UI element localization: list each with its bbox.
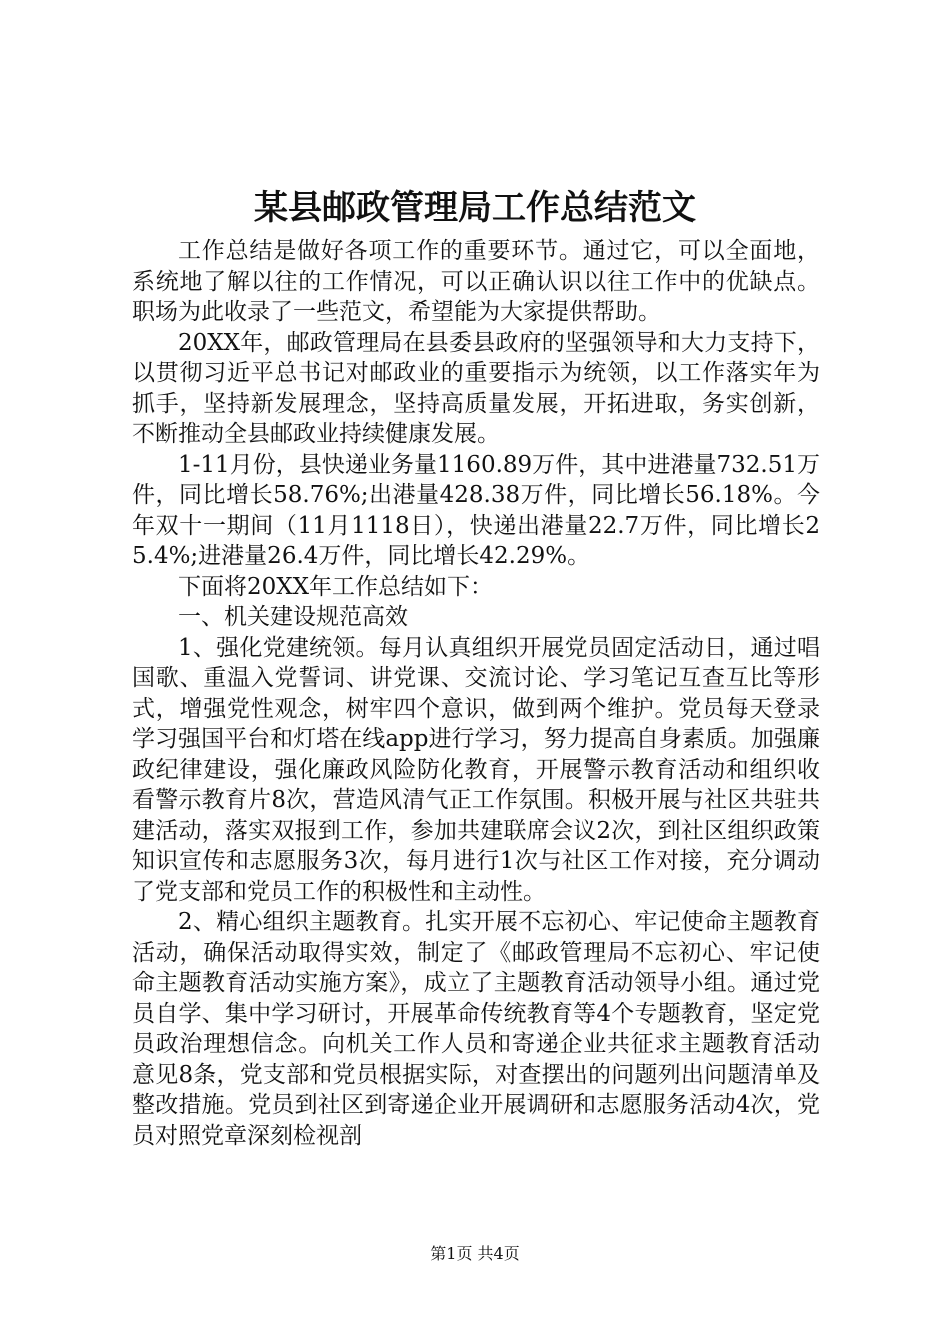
overview-paragraph: 20XX年，邮政管理局在县委县政府的坚强领导和大力支持下，以贯彻习近平总书记对邮政业的重要指示为统领，以工作落实年为抓手，坚持新发展理念，坚持高质量发展，开拓进取，务实创新，不断推动全县邮政业持续健康发展。 xyxy=(132,329,820,447)
summary-intro-paragraph: 下面将20XX年工作总结如下： xyxy=(178,573,494,600)
document-title: 某县邮政管理局工作总结范文 xyxy=(254,188,696,228)
page-number-footer: 第1页 共4页 xyxy=(430,1244,520,1263)
theme-education-paragraph: 2、精心组织主题教育。扎实开展不忘初心、牢记使命主题教育活动，确保活动取得实效，制定了《邮政管理局不忘初心、牢记使命主题教育活动实施方案》，成立了主题教育活动领导小组。通过党员自学、集中学习研讨，开展革命传统教育等4个专题教育，坚定党员政治理想信念。向机关工作人员和寄递企业共征求主题教育活动意见8条，党支部和党员根据实际，对查摆出的问题列出问题清单及整改措施。党员到社区到寄递企业开展调研和志愿服务活动4次，党员对照党章深刻检视剖 xyxy=(132,909,820,1149)
document-body xyxy=(132,236,820,1151)
party-building-paragraph: 1、强化党建统领。每月认真组织开展党员固定活动日，通过唱国歌、重温入党誓词、讲党课、交流讨论、学习笔记互查互比等形式，增强党性观念，树牢四个意识，做到两个维护。党员每天登录学习强国平台和灯塔在线app进行学习，努力提高自身素质。加强廉政纪律建设，强化廉政风险防化教育，开展警示教育活动和组织收看警示教育片8次，营造风清气正工作氛围。积极开展与社区共驻共建活动，落实双报到工作，参加共建联席会议2次，到社区组织政策知识宣传和志愿服务3次，每月进行1次与社区工作对接，充分调动了党支部和党员工作的积极性和主动性。 xyxy=(132,634,820,905)
statistics-paragraph: 1-11月份，县快递业务量1160.89万件，其中进港量732.51万件，同比增长58.76%;出港量428.38万件，同比增长56.18%。今年双十一期间（11月1118日），快递出港量22.7万件，同比增长25.4%;进港量26.4万件，同比增长42.29%。 xyxy=(132,451,820,569)
section-heading: 一、机关建设规范高效 xyxy=(178,604,408,630)
intro-paragraph: 工作总结是做好各项工作的重要环节。通过它，可以全面地，系统地了解以往的工作情况，可以正确认识以往工作中的优缺点。职场为此收录了一些范文，希望能为大家提供帮助。 xyxy=(132,238,820,325)
